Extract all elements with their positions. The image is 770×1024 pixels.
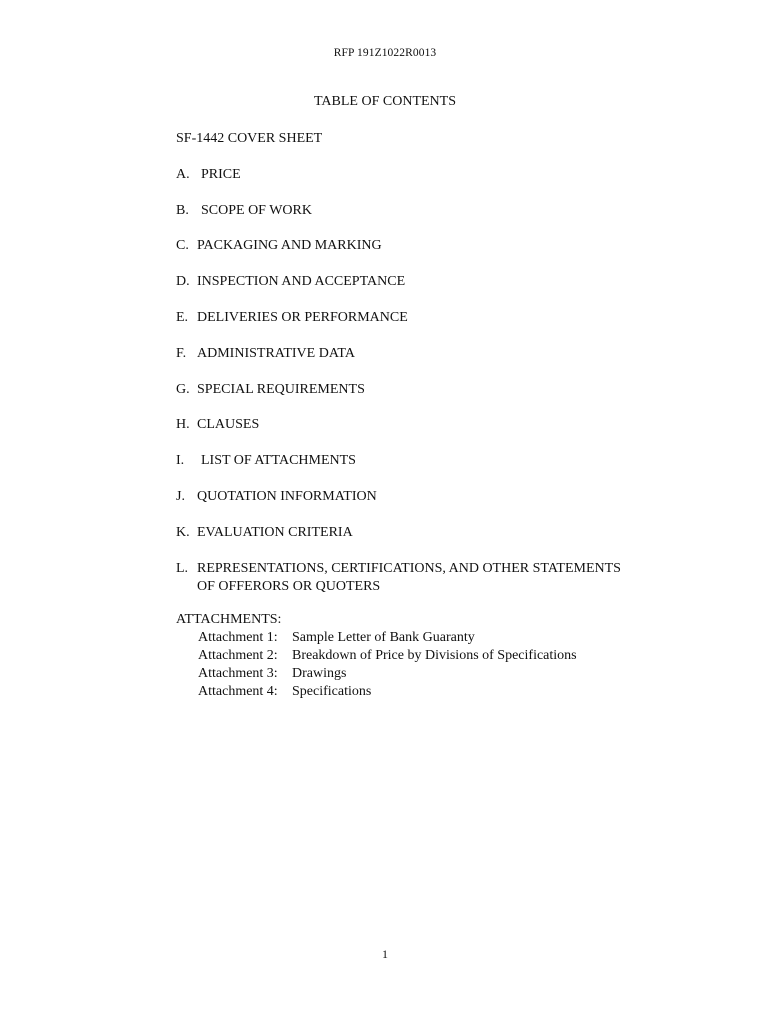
toc-item-inspection-and-acceptance	[176, 273, 696, 309]
toc-item-letter: J.	[176, 488, 185, 504]
toc-item-label: EVALUATION CRITERIA	[197, 524, 353, 540]
toc-item-label: ADMINISTRATIVE DATA	[197, 345, 355, 361]
toc-item-label: PACKAGING AND MARKING	[197, 238, 382, 254]
toc-item-letter: F.	[176, 345, 187, 361]
toc-item-label: DELIVERIES OR PERFORMANCE	[197, 309, 408, 325]
toc-item-letter: A.	[176, 166, 190, 182]
attachment-title: Drawings	[292, 666, 347, 681]
toc-item-evaluation-criteria	[176, 524, 696, 560]
toc-list	[176, 130, 696, 614]
toc-item-label: SCOPE OF WORK	[201, 202, 312, 218]
document-header	[0, 47, 770, 59]
toc-item-list-of-attachments	[176, 452, 696, 488]
toc-item-label: CLAUSES	[197, 417, 260, 433]
toc-item-letter: K.	[176, 524, 190, 540]
toc-item-letter: E.	[176, 309, 189, 325]
toc-item-letter: D.	[176, 274, 190, 290]
toc-item-price	[176, 166, 696, 202]
toc-item-label: SF-1442 COVER SHEET	[176, 131, 323, 146]
toc-item-deliveries-or-performance	[176, 309, 696, 345]
toc-item-quotation-information	[176, 488, 696, 524]
attachment-row	[176, 665, 696, 683]
toc-item-label: INSPECTION AND ACCEPTANCE	[197, 274, 406, 290]
attachment-row	[176, 647, 696, 665]
toc-item-clauses	[176, 416, 696, 452]
toc-item-scope-of-work	[176, 202, 696, 238]
toc-item-letter: B.	[176, 202, 189, 218]
attachment-label: Attachment 3:	[198, 666, 278, 681]
attachments-heading: ATTACHMENTS:	[176, 612, 282, 627]
toc-item-letter: H.	[176, 417, 190, 433]
page-number: 1	[382, 947, 388, 961]
toc-item-letter: C.	[176, 238, 189, 254]
toc-item-letter: G.	[176, 381, 190, 397]
attachment-label: Attachment 1:	[198, 630, 278, 645]
toc-item-label-continuation: OF OFFERORS OR QUOTERS	[197, 578, 381, 594]
attachment-label: Attachment 2:	[198, 648, 278, 663]
attachment-row	[176, 683, 696, 701]
toc-item-special-requirements	[176, 381, 696, 417]
toc-item-label: PRICE	[201, 166, 241, 182]
attachment-title: Breakdown of Price by Divisions of Specifications	[292, 648, 577, 663]
attachment-row	[176, 629, 696, 647]
toc-item-administrative-data	[176, 345, 696, 381]
toc-item-representations-certifications	[176, 560, 696, 614]
attachments-section	[176, 611, 696, 701]
toc-item-label: QUOTATION INFORMATION	[197, 488, 377, 504]
toc-item-letter: L.	[176, 560, 189, 576]
attachment-title: Specifications	[292, 684, 372, 699]
toc-title: TABLE OF CONTENTS	[314, 94, 456, 109]
toc-item-label: REPRESENTATIONS, CERTIFICATIONS, AND OTHER STATEMENTS	[197, 560, 621, 576]
toc-item-packaging-and-marking	[176, 237, 696, 273]
toc-item-label: LIST OF ATTACHMENTS	[201, 453, 356, 469]
document-id: RFP 191Z1022R0013	[333, 47, 437, 59]
toc-item-label: SPECIAL REQUIREMENTS	[197, 381, 365, 397]
toc-item-letter: I.	[176, 453, 185, 469]
attachment-title: Sample Letter of Bank Guaranty	[292, 630, 475, 645]
attachment-label: Attachment 4:	[198, 684, 278, 699]
toc-item-cover-sheet	[176, 130, 696, 166]
